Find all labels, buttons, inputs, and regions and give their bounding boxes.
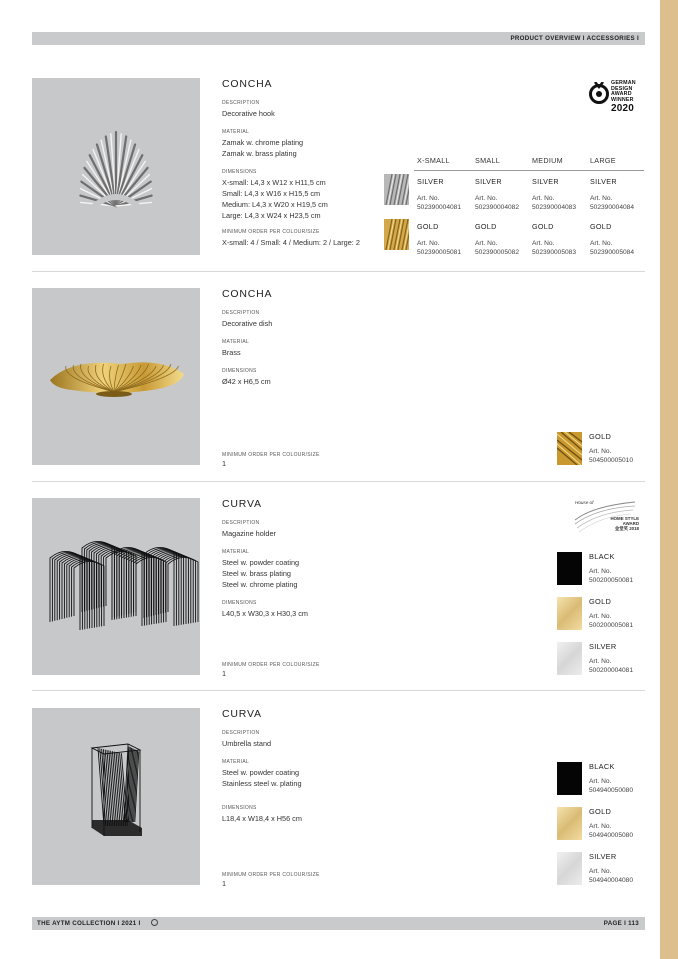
umbrella-stand-image <box>32 708 200 885</box>
material-line: Zamak w. chrome plating <box>222 138 304 147</box>
product-concha-hook <box>32 78 645 258</box>
material-line: Stainless steel w. plating <box>222 779 302 788</box>
award-line: DESIGN <box>611 85 633 92</box>
variant-colour: GOLD <box>589 597 612 606</box>
description-value: Umbrella stand <box>222 739 272 748</box>
home-style-award-badge <box>573 500 639 534</box>
dimensions-label: DIMENSIONS <box>222 169 257 175</box>
art-number: 504940050080 <box>589 787 634 794</box>
product-name: CONCHA <box>222 78 273 90</box>
description-label: DESCRIPTION <box>222 310 260 316</box>
shell-hook-image <box>32 78 200 255</box>
min-order-value: 1 <box>222 669 227 678</box>
variant-colour: GOLD <box>589 432 612 441</box>
section-divider <box>32 690 645 691</box>
description-value: Decorative dish <box>222 319 273 328</box>
art-label: Art. No. <box>475 240 498 247</box>
art-label: Art. No. <box>417 240 440 247</box>
award-line: GERMAN <box>611 80 636 86</box>
description-value: Decorative hook <box>222 109 275 118</box>
description-label: DESCRIPTION <box>222 100 260 106</box>
page-number: PAGE I 113 <box>603 920 639 927</box>
award-line: AWARD <box>611 91 632 97</box>
size-header: LARGE <box>590 156 616 165</box>
art-label: Art. No. <box>590 195 613 202</box>
art-number: 500200005081 <box>589 622 634 629</box>
dimension-line: Ø42 x H6,5 cm <box>222 377 271 386</box>
art-number: 502390004084 <box>590 204 635 211</box>
art-number: 502390005081 <box>417 249 462 256</box>
award-year: 2020 <box>611 103 635 114</box>
dimensions-label: DIMENSIONS <box>222 368 257 374</box>
award-line: 金堂奖 2018 <box>614 525 639 531</box>
material-line: Steel w. powder coating <box>222 768 300 777</box>
page-footer-bar <box>32 917 645 930</box>
dimension-line: L18,4 x W18,4 x H56 cm <box>222 814 302 823</box>
variant-colour: GOLD <box>532 222 554 231</box>
material-line: Brass <box>222 348 241 357</box>
dimension-line: Medium: L4,3 x W20 x H19,5 cm <box>222 200 328 209</box>
art-number: 504940004080 <box>589 877 634 884</box>
dimensions-label: DIMENSIONS <box>222 600 257 606</box>
gold-swatch <box>557 807 582 840</box>
footer-collection-label: THE AYTM COLLECTION I 2021 I <box>37 920 141 927</box>
gold-swatch <box>557 597 582 630</box>
variant-colour: BLACK <box>589 762 615 771</box>
art-label: Art. No. <box>475 195 498 202</box>
product-concha-dish <box>32 288 645 468</box>
table-rule <box>414 170 644 171</box>
material-label: MATERIAL <box>222 549 250 555</box>
art-number: 502390005083 <box>532 249 577 256</box>
variant-colour: SILVER <box>589 642 617 651</box>
variant-colour: GOLD <box>475 222 497 231</box>
size-header: X-SMALL <box>417 156 450 165</box>
product-curva-magazine-holder <box>32 498 645 678</box>
product-curva-umbrella-stand <box>32 708 645 888</box>
award-ring-icon <box>589 82 609 104</box>
art-label: Art. No. <box>589 613 612 620</box>
product-info <box>222 708 392 888</box>
art-label: Art. No. <box>589 568 612 575</box>
black-swatch <box>557 552 582 585</box>
art-number: 502390004081 <box>417 204 462 211</box>
brand-logo-icon <box>151 919 158 926</box>
silver-swatch <box>557 642 582 675</box>
section-divider <box>32 481 645 482</box>
material-label: MATERIAL <box>222 339 250 345</box>
material-line: Steel w. brass plating <box>222 569 291 578</box>
variant-colour: SILVER <box>590 177 617 186</box>
silver-swatch <box>384 174 409 205</box>
art-label: Art. No. <box>532 195 555 202</box>
material-label: MATERIAL <box>222 129 250 135</box>
size-header: SMALL <box>475 156 501 165</box>
art-number: 504940005080 <box>589 832 634 839</box>
gold-swatch <box>557 432 582 465</box>
art-label: Art. No. <box>532 240 555 247</box>
dimensions-label: DIMENSIONS <box>222 805 257 811</box>
product-name: CONCHA <box>222 288 273 300</box>
art-label: Art. No. <box>589 658 612 665</box>
material-label: MATERIAL <box>222 759 250 765</box>
art-number: 504500005010 <box>589 457 634 464</box>
material-line: Zamak w. brass plating <box>222 149 297 158</box>
variant-colour: SILVER <box>532 177 559 186</box>
silver-swatch <box>557 852 582 885</box>
dimension-line: L40,5 x W30,3 x H30,3 cm <box>222 609 308 618</box>
art-number: 500200004081 <box>589 667 634 674</box>
variant-colour: GOLD <box>590 222 612 231</box>
variant-colour: GOLD <box>417 222 439 231</box>
black-swatch <box>557 762 582 795</box>
min-order-label: MINIMUM ORDER PER COLOUR/SIZE <box>222 229 320 235</box>
variant-colour: GOLD <box>589 807 612 816</box>
min-order-value: 1 <box>222 459 227 468</box>
art-label: Art. No. <box>589 823 612 830</box>
art-label: Art. No. <box>589 448 612 455</box>
product-photo-concha-dish <box>32 288 200 465</box>
art-label: Art. No. <box>590 240 613 247</box>
material-line: Steel w. powder coating <box>222 558 300 567</box>
product-photo-curva-magazine <box>32 498 200 675</box>
art-number: 502390004082 <box>475 204 520 211</box>
side-color-strip <box>660 0 678 959</box>
min-order-value: 1 <box>222 879 227 888</box>
product-photo-concha-hook <box>32 78 200 255</box>
product-info <box>222 288 392 468</box>
gold-swatch <box>384 219 409 250</box>
art-number: 502390005082 <box>475 249 520 256</box>
german-design-award-badge <box>587 78 643 112</box>
award-line: HOME STYLE <box>610 516 639 521</box>
material-line: Steel w. chrome plating <box>222 580 298 589</box>
product-info <box>222 78 392 248</box>
size-header: MEDIUM <box>532 156 563 165</box>
description-value: Magazine holder <box>222 529 276 538</box>
min-order-value: X-small: 4 / Small: 4 / Medium: 2 / Large: 2 <box>222 238 360 247</box>
magazine-holder-image <box>32 498 200 675</box>
product-info <box>222 498 392 678</box>
art-label: Art. No. <box>589 868 612 875</box>
art-label: Art. No. <box>589 778 612 785</box>
min-order-label: MINIMUM ORDER PER COLOUR/SIZE <box>222 662 320 668</box>
product-name: CURVA <box>222 498 262 510</box>
variant-colour: SILVER <box>417 177 444 186</box>
min-order-label: MINIMUM ORDER PER COLOUR/SIZE <box>222 872 320 878</box>
description-label: DESCRIPTION <box>222 730 260 736</box>
product-photo-curva-umbrella <box>32 708 200 885</box>
dimension-line: Large: L4,3 x W24 x H23,5 cm <box>222 211 321 220</box>
header-breadcrumb: PRODUCT OVERVIEW I ACCESSORIES I <box>510 35 639 42</box>
product-name: CURVA <box>222 708 262 720</box>
award-line: WINNER <box>611 96 634 103</box>
dimension-line: Small: L4,3 x W16 x H15,5 cm <box>222 189 321 198</box>
art-label: Art. No. <box>417 195 440 202</box>
variant-colour: BLACK <box>589 552 615 561</box>
dimension-line: X-small: L4,3 x W12 x H11,5 cm <box>222 178 326 187</box>
variant-colour: SILVER <box>475 177 502 186</box>
section-divider <box>32 271 645 272</box>
art-number: 502390005084 <box>590 249 635 256</box>
award-line: House of <box>575 500 594 505</box>
art-number: 500200050081 <box>589 577 634 584</box>
variant-colour: SILVER <box>589 852 617 861</box>
shell-dish-image <box>32 288 200 465</box>
min-order-label: MINIMUM ORDER PER COLOUR/SIZE <box>222 452 320 458</box>
art-number: 502390004083 <box>532 204 577 211</box>
page-header-bar <box>32 32 645 45</box>
award-line: AWARD <box>622 520 639 526</box>
description-label: DESCRIPTION <box>222 520 260 526</box>
